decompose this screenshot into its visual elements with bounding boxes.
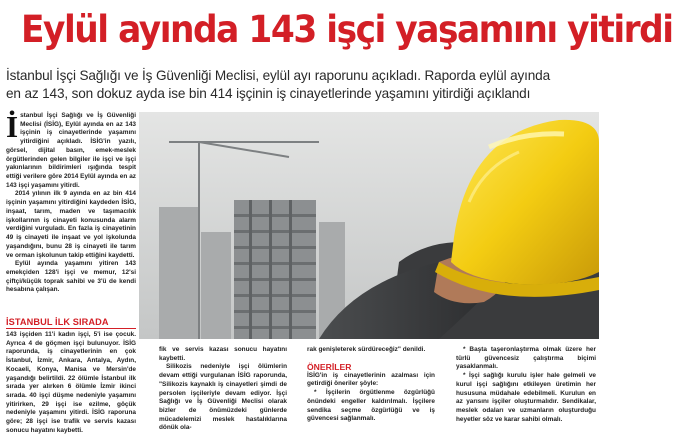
left-column [6,109,136,318]
col3-paragraph-2: İSİG'in iş cinayetlerinin azalması için getirdiği öneriler şöyle: [307,371,435,388]
subhead-line-2: en az 143, son dokuz ayda ise bin 414 işçinin iş cinayetlerinde yaşamını yitirdiği açıklandı [6,86,531,101]
section-head-istanbul: İSTANBUL İLK SIRADA [6,317,109,327]
section-underline [6,328,136,329]
bottom-column-4 [456,346,596,426]
headline: Eylül ayında 143 işçi yaşamını yitirdi [21,8,673,51]
subhead-line-1: İstanbul İşçi Sağlığı ve İş Güvenliği Meclisi, eylül ayı raporunu açıkladı. Raporda eylül ayında [6,68,550,83]
hard-hat-image [139,112,599,339]
col4-paragraph-2: * İşçi sağlığı kurulu işler hale gelmeli ve kurul işçi sağlığını etkileyen üretimin her hususuna müdahale edebilmeli. Kurulun en az yarısını işçiler oluşturmalıdır. Sendikalar, meslek odaları ve uzmanların oluşturduğu heyetler söz ve karar sahibi olmalı. [456,372,596,423]
col2-paragraph-2: Silikozis nedeniyle işçi ölümlerin devam ettiği vurgulanan İSİG raporunda, "Silikozis kaynaklı iş cinayetleri şimdi de persolen işçileriyle devam ediyor. İşçi Sağlığı ve İş Güvenliği Meclisi olarak bizler de önümüzdeki günlerde mücadelemizi meslek hastalıklarına dönük ola- [159,363,287,432]
col3-paragraph-1: rak genişleterek sürdüreceğiz" denildi. [307,346,426,353]
bottom-column-1 [6,331,136,434]
col3-paragraph-3: * İşçilerin örgütlenme özgürlüğü önündeki engeller kaldırılmalı. İşçilere sendika seçme özgürlüğü ve iş güvencesi sağlanmalı. [307,389,435,423]
col3-heading: ÖNERİLER [307,361,352,372]
left-paragraph-1: stanbul İşçi Sağlığı ve İş Güvenliği Meclisi (İSİG), Eylül ayında en az 143 işçinin iş cinayetlerinde yaşamını yitirdiğini açıkladı. İSİG'in yazılı, görsel, dijital basın, emek-meslek örgütlerinden gelen bilgiler ile işçi ve işçi yakınlarının bildirimleri ışığında tespit ettiği verilere göre 2014 Eylül ayında en az 143 işçi yaşamını yitirdi. [6,112,136,189]
subhead [6,67,598,103]
bottom-column-3 [307,346,435,426]
drop-cap: İ [6,109,19,144]
col4-paragraph-1: * Başta taşeronlaştırma olmak üzere her türlü güvencesiz çalıştırma biçimi yasaklanmalı. [456,346,596,371]
construction-worker-photo [139,112,599,339]
bottom-column-2 [159,346,287,432]
left-paragraph-2: 2014 yılının ilk 9 ayında en az bin 414 işçinin yaşamını yitirdiğini kaydeden İSİG, inşaat, tarım, maden ve taşımacılık işkollarının iş cinayeti konusunda alarm verdiğini vurguladı. En fazla iş cinayetinin 49 iş cinayeti ile inşaat ve yol işkolunda yaşandığını, bunu 28 iş cinayeti ile tarım ve orman işkolunun takip ettiğini kaydetti. [6,190,136,259]
section1-text: 143 işçiden 11'i kadın işçi, 5'i ise çocuk. Ayrıca 4 de göçmen işçi bulunuyor. İSİG raporunda, iş cinayetlerinin en çok İstanbul, İzmir, Ankara, Antalya, Aydın, Kocaeli, Konya, Manisa ve Mersin'de yaşandığı belirtildi. 22 ölümle İstanbul ilk sırada yer alırken 6 ölümle İzmir ikinci sırada. 40 işçi düşme nedeniyle yaşamını yitirirken, 29 işçi ise ezilme, göçük nedeniyle yaşamını yitirdi. İSİG raporuna göre; 28 işçi ise trafik ve servis kazası sonucu hayatını kaybetti. [6,331,136,434]
col2-paragraph-1: fik ve servis kazası sonucu hayatını kaybetti. [159,346,287,362]
left-paragraph-3: Eylül ayında yaşamını yitiren 143 emekçiden 128'i işçi ve memur, 12'si çiftçi/küçük toprak sahibi ve 3'ü de kendi hesabına çalışan. [6,260,136,294]
